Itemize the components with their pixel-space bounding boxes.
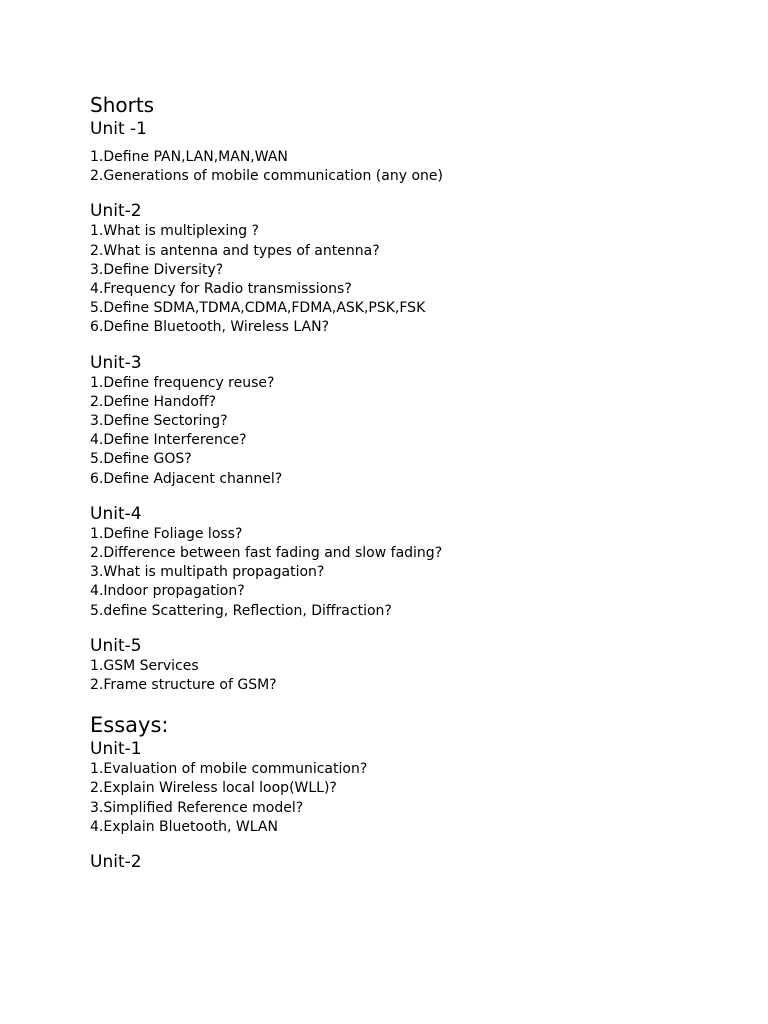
list-item: 1.What is multiplexing ? [90, 223, 259, 240]
list-item: 6.Define Bluetooth, Wireless LAN? [90, 319, 329, 336]
list-item: 2.Define Handoff? [90, 393, 217, 410]
question-list [90, 525, 730, 621]
question-list [90, 657, 730, 695]
shorts-unit-5 [90, 635, 730, 695]
list-item: 3.Simplified Reference model? [90, 799, 304, 816]
unit-heading: Unit-1 [90, 739, 142, 760]
list-item: 3.What is multipath propagation? [90, 564, 325, 581]
list-item: 1.Define Foliage loss? [90, 525, 243, 542]
shorts-unit-4 [90, 503, 730, 621]
shorts-unit-1 [90, 118, 730, 186]
list-item: 4.Explain Bluetooth, WLAN [90, 818, 278, 835]
unit-heading: Unit -1 [90, 119, 147, 139]
list-item: 4.Define Interference? [90, 432, 247, 449]
list-item: 1.GSM Services [90, 657, 199, 674]
list-item: 3.Define Diversity? [90, 261, 224, 278]
document-page [90, 92, 730, 873]
list-item: 5.Define GOS? [90, 451, 192, 468]
list-item: 4.Frequency for Radio transmissions? [90, 281, 352, 298]
shorts-unit-2 [90, 200, 730, 337]
list-item: 6.Define Adjacent channel? [90, 470, 283, 487]
essays-title: Essays: [90, 713, 169, 738]
list-item: 1.Define PAN,LAN,MAN,WAN [90, 149, 288, 165]
unit-heading: Unit-2 [90, 201, 142, 222]
list-item: 5.Define SDMA,TDMA,CDMA,FDMA,ASK,PSK,FSK [90, 300, 426, 317]
question-list [90, 760, 730, 837]
list-item: 1.Define frequency reuse? [90, 374, 275, 391]
question-list [90, 148, 730, 186]
question-list [90, 222, 730, 337]
unit-heading: Unit-3 [90, 352, 142, 373]
list-item: 2.Generations of mobile communication (any one) [90, 168, 443, 185]
shorts-title: Shorts [90, 93, 155, 117]
shorts-unit-3 [90, 352, 730, 489]
list-item: 2.Frame structure of GSM? [90, 677, 277, 694]
list-item: 5.define Scattering, Reflection, Diffraction? [90, 602, 392, 619]
unit-heading: Unit-4 [90, 503, 142, 524]
unit-heading: Unit-2 [90, 852, 142, 873]
list-item: 2.Explain Wireless local loop(WLL)? [90, 780, 337, 797]
unit-heading: Unit-5 [90, 635, 142, 656]
essays-unit-1 [90, 738, 730, 837]
essays-unit-2 [90, 851, 730, 873]
question-list [90, 374, 730, 489]
list-item: 4.Indoor propagation? [90, 583, 245, 600]
list-item: 3.Define Sectoring? [90, 413, 228, 430]
list-item: 2.Difference between fast fading and slow fading? [90, 545, 443, 562]
list-item: 1.Evaluation of mobile communication? [90, 761, 368, 778]
list-item: 2.What is antenna and types of antenna? [90, 242, 380, 259]
